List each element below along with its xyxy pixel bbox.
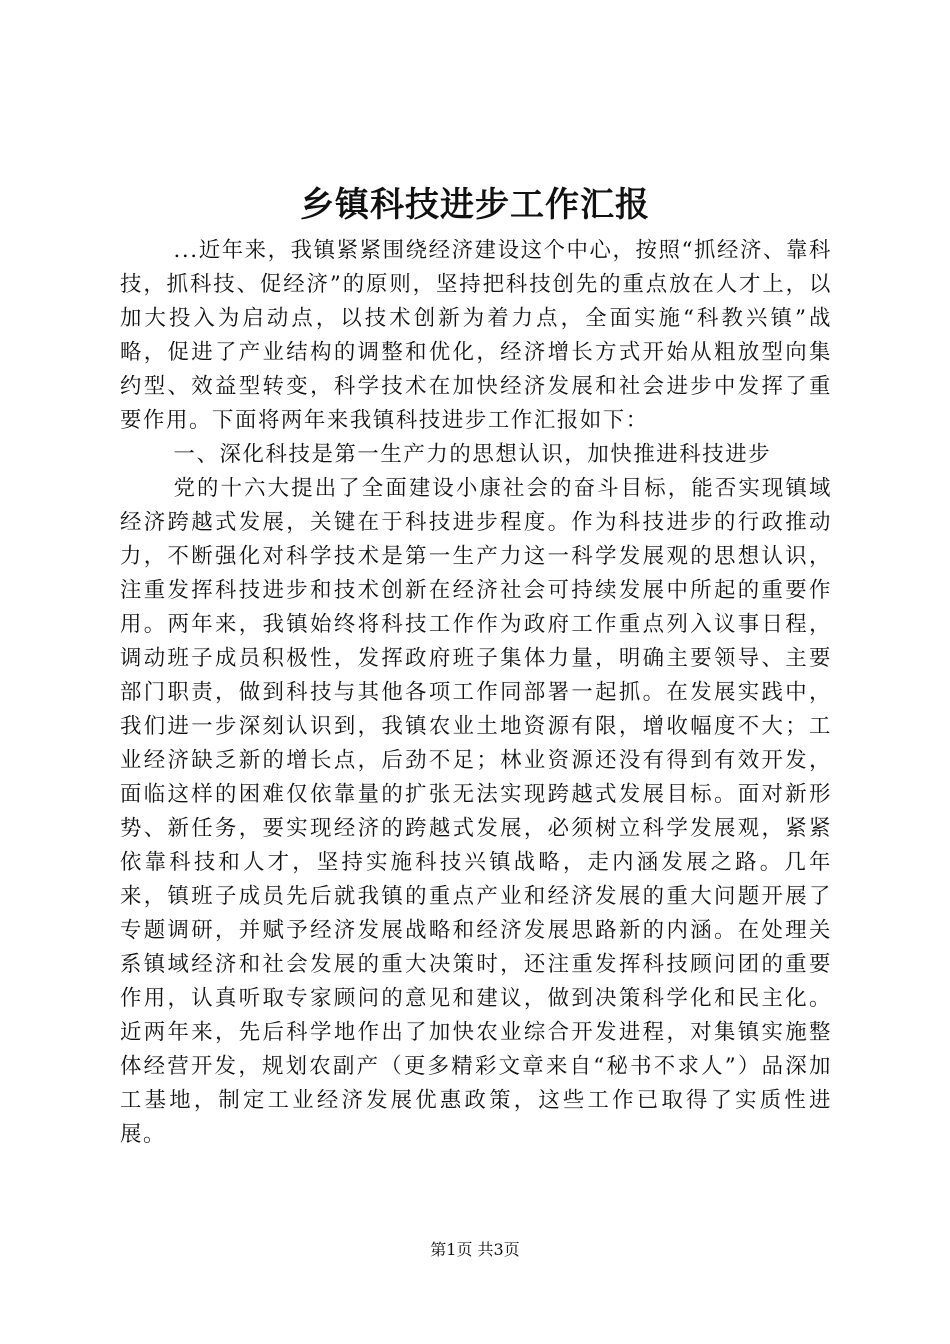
- body-paragraph: 党的十六大提出了全面建设小康社会的奋斗目标，能否实现镇域经济跨越式发展，关键在于科技进步程度。作为科技进步的行政推动力，不断强化对科学技术是第一生产力这一科学发展观的思想认识，注重发挥科技进步和技术创新在经济社会可持续发展中所起的重要作用。两年来，我镇始终将科技工作作为政府工作重点列入议事日程，调动班子成员积极性，发挥政府班子集体力量，明确主要领导、主要部门职责，做到科技与其他各项工作同部署一起抓。在发展实践中，我们进一步深刻认识到，我镇农业土地资源有限，增收幅度不大；工业经济缺乏新的增长点，后劲不足；林业资源还没有得到有效开发，面临这样的困难仅依靠量的扩张无法实现跨越式发展目标。面对新形势、新任务，要实现经济的跨越式发展，必须树立科学发展观，紧紧依靠科技和人才，坚持实施科技兴镇战略，走内涵发展之路。几年来，镇班子成员先后就我镇的重点产业和经济发展的重大问题开展了专题调研，并赋予经济发展战略和经济发展思路新的内涵。在处理关系镇域经济和社会发展的重大决策时，还注重发挥科技顾问团的重要作用，认真听取专家顾问的意见和建议，做到决策科学化和民主化。近两年来，先后科学地作出了加快农业综合开发进程，对集镇实施整体经营开发，规划农副产（更多精彩文章来自“秘书不求人”）品深加工基地，制定工业经济发展优惠政策，这些工作已取得了实质性进展。: [120, 476, 832, 1147]
- page-footer: 第1页 共3页: [430, 1240, 520, 1259]
- intro-paragraph: ...近年来，我镇紧紧围绕经济建设这个中心，按照“抓经济、靠科技，抓科技、促经济”的原则，坚持把科技创先的重点放在人才上，以加大投入为启动点，以技术创新为着力点，全面实施“科教兴镇”战略，促进了产业结构的调整和优化，经济增长方式开始从粗放型向集约型、效益型转变，科学技术在加快经济发展和社会进步中发挥了重要作用。下面将两年来我镇科技进步工作汇报如下：: [120, 238, 832, 433]
- document-body: [120, 234, 832, 1152]
- section-heading: 一、深化科技是第一生产力的思想认识，加快推进科技进步: [173, 442, 772, 467]
- document-title: 乡镇科技进步工作汇报: [300, 185, 650, 225]
